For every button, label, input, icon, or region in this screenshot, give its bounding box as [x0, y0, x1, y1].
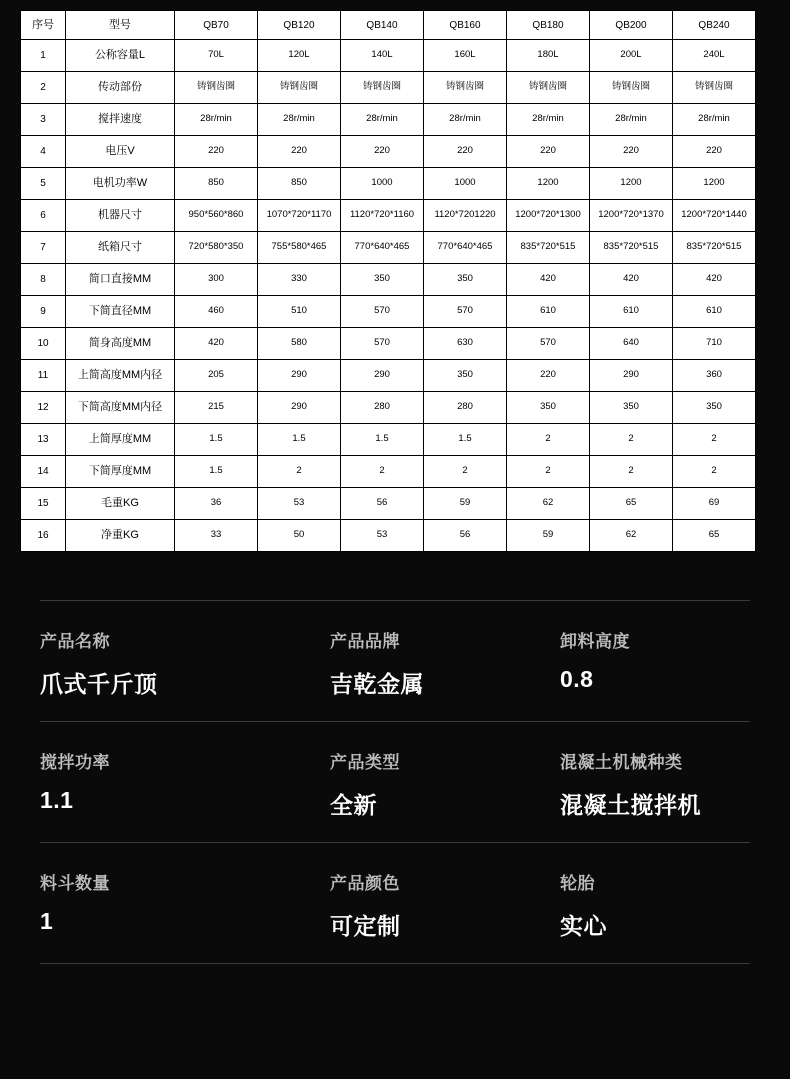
table-cell: 69 — [673, 488, 756, 520]
table-header-cell: QB160 — [424, 11, 507, 40]
table-cell: 420 — [590, 264, 673, 296]
attribute-value: 0.8 — [560, 666, 594, 692]
row-index: 5 — [21, 168, 66, 200]
table-cell: 160L — [424, 40, 507, 72]
attribute-item — [40, 748, 330, 820]
table-cell: 36 — [175, 488, 258, 520]
table-cell: 640 — [590, 328, 673, 360]
table-cell: 2 — [590, 424, 673, 456]
table-cell: 835*720*515 — [673, 232, 756, 264]
table-cell: 铸钢齿圈 — [673, 72, 756, 104]
specification-table — [20, 10, 756, 552]
table-row — [21, 168, 756, 200]
table-row — [21, 296, 756, 328]
attribute-label: 轮胎 — [560, 874, 595, 893]
table-cell: 50 — [258, 520, 341, 552]
attribute-item — [40, 627, 330, 699]
table-row — [21, 40, 756, 72]
table-cell: 950*560*860 — [175, 200, 258, 232]
attribute-value: 可定制 — [330, 913, 401, 939]
table-cell: 350 — [424, 264, 507, 296]
table-row — [21, 104, 756, 136]
table-cell: 570 — [341, 296, 424, 328]
table-header-cell: 型号 — [66, 11, 175, 40]
table-header-cell: QB240 — [673, 11, 756, 40]
table-cell: 1000 — [424, 168, 507, 200]
attribute-label: 产品类型 — [330, 753, 400, 772]
table-cell: 290 — [258, 392, 341, 424]
attribute-value: 吉乾金属 — [330, 671, 424, 697]
table-header-cell: QB200 — [590, 11, 673, 40]
table-cell: 220 — [590, 136, 673, 168]
table-header-cell: QB120 — [258, 11, 341, 40]
row-label: 简口直接MM — [66, 264, 175, 296]
attribute-value: 实心 — [560, 913, 607, 939]
attribute-value: 混凝土搅拌机 — [560, 792, 701, 818]
table-cell: 62 — [507, 488, 590, 520]
table-cell: 铸钢齿圈 — [590, 72, 673, 104]
table-cell: 770*640*465 — [341, 232, 424, 264]
table-cell: 240L — [673, 40, 756, 72]
table-cell: 220 — [424, 136, 507, 168]
table-cell: 215 — [175, 392, 258, 424]
row-label: 纸箱尺寸 — [66, 232, 175, 264]
row-label: 上简高度MM内径 — [66, 360, 175, 392]
row-index: 16 — [21, 520, 66, 552]
attribute-label: 产品名称 — [40, 632, 110, 651]
table-cell: 180L — [507, 40, 590, 72]
table-cell: 835*720*515 — [507, 232, 590, 264]
table-cell: 28r/min — [673, 104, 756, 136]
table-cell: 330 — [258, 264, 341, 296]
table-header-cell: 序号 — [21, 11, 66, 40]
table-cell: 510 — [258, 296, 341, 328]
table-cell: 1120*7201220 — [424, 200, 507, 232]
table-cell: 33 — [175, 520, 258, 552]
table-cell: 420 — [175, 328, 258, 360]
attribute-value: 全新 — [330, 792, 377, 818]
table-cell: 铸钢齿圈 — [258, 72, 341, 104]
table-cell: 2 — [341, 456, 424, 488]
table-cell: 2 — [673, 424, 756, 456]
row-index: 14 — [21, 456, 66, 488]
table-cell: 59 — [507, 520, 590, 552]
table-cell: 62 — [590, 520, 673, 552]
table-cell: 28r/min — [341, 104, 424, 136]
table-cell: 350 — [507, 392, 590, 424]
table-header-row — [21, 11, 756, 40]
table-cell: 290 — [590, 360, 673, 392]
row-index: 3 — [21, 104, 66, 136]
attribute-item — [40, 869, 330, 941]
attribute-item — [560, 869, 750, 941]
attribute-row — [40, 600, 750, 721]
table-cell: 610 — [673, 296, 756, 328]
attribute-label: 卸料高度 — [560, 632, 630, 651]
table-cell: 1.5 — [424, 424, 507, 456]
table-cell: 350 — [673, 392, 756, 424]
table-cell: 59 — [424, 488, 507, 520]
table-row — [21, 488, 756, 520]
attribute-label: 混凝土机械种类 — [560, 753, 683, 772]
attribute-value: 1 — [40, 908, 54, 934]
table-row — [21, 264, 756, 296]
table-cell: 140L — [341, 40, 424, 72]
table-cell: 1200 — [507, 168, 590, 200]
table-cell: 铸钢齿圈 — [175, 72, 258, 104]
table-cell: 280 — [341, 392, 424, 424]
table-cell: 2 — [424, 456, 507, 488]
row-label: 净重KG — [66, 520, 175, 552]
table-cell: 580 — [258, 328, 341, 360]
table-cell: 360 — [673, 360, 756, 392]
table-cell: 350 — [424, 360, 507, 392]
row-index: 9 — [21, 296, 66, 328]
attribute-row — [40, 842, 750, 963]
table-cell: 1070*720*1170 — [258, 200, 341, 232]
attribute-label: 产品品牌 — [330, 632, 400, 651]
row-label: 电机功率W — [66, 168, 175, 200]
row-label: 传动部份 — [66, 72, 175, 104]
table-cell: 56 — [424, 520, 507, 552]
row-index: 6 — [21, 200, 66, 232]
table-row — [21, 200, 756, 232]
attribute-item — [560, 627, 750, 699]
table-row — [21, 520, 756, 552]
table-cell: 570 — [507, 328, 590, 360]
table-cell: 1200 — [673, 168, 756, 200]
product-attributes — [40, 600, 750, 963]
table-row — [21, 136, 756, 168]
row-label: 毛重KG — [66, 488, 175, 520]
row-index: 1 — [21, 40, 66, 72]
table-cell: 28r/min — [424, 104, 507, 136]
row-index: 15 — [21, 488, 66, 520]
table-cell: 220 — [341, 136, 424, 168]
table-row — [21, 424, 756, 456]
table-cell: 铸钢齿圈 — [424, 72, 507, 104]
table-cell: 1.5 — [175, 456, 258, 488]
row-index: 4 — [21, 136, 66, 168]
table-cell: 53 — [341, 520, 424, 552]
table-cell: 220 — [175, 136, 258, 168]
row-label: 下简厚度MM — [66, 456, 175, 488]
table-row — [21, 392, 756, 424]
row-label: 下简直径MM — [66, 296, 175, 328]
row-index: 13 — [21, 424, 66, 456]
attribute-row — [40, 721, 750, 842]
table-cell: 1200 — [590, 168, 673, 200]
table-cell: 1.5 — [341, 424, 424, 456]
row-index: 11 — [21, 360, 66, 392]
table-row — [21, 360, 756, 392]
table-cell: 1.5 — [175, 424, 258, 456]
row-label: 机器尺寸 — [66, 200, 175, 232]
table-cell: 2 — [590, 456, 673, 488]
table-cell: 2 — [673, 456, 756, 488]
table-cell: 850 — [258, 168, 341, 200]
table-cell: 350 — [590, 392, 673, 424]
table-cell: 1.5 — [258, 424, 341, 456]
table-cell: 1200*720*1440 — [673, 200, 756, 232]
table-cell: 220 — [673, 136, 756, 168]
table-header-cell: QB180 — [507, 11, 590, 40]
row-index: 12 — [21, 392, 66, 424]
table-cell: 420 — [507, 264, 590, 296]
table-cell: 65 — [590, 488, 673, 520]
table-cell: 755*580*465 — [258, 232, 341, 264]
table-cell: 220 — [507, 136, 590, 168]
table-cell: 720*580*350 — [175, 232, 258, 264]
table-cell: 460 — [175, 296, 258, 328]
table-cell: 420 — [673, 264, 756, 296]
row-label: 上简厚度MM — [66, 424, 175, 456]
table-row — [21, 72, 756, 104]
table-cell: 1120*720*1160 — [341, 200, 424, 232]
table-row — [21, 232, 756, 264]
attribute-label: 产品颜色 — [330, 874, 400, 893]
table-cell: 120L — [258, 40, 341, 72]
table-cell: 300 — [175, 264, 258, 296]
table-cell: 铸钢齿圈 — [507, 72, 590, 104]
row-index: 8 — [21, 264, 66, 296]
table-cell: 220 — [258, 136, 341, 168]
row-label: 简身高度MM — [66, 328, 175, 360]
table-cell: 28r/min — [590, 104, 673, 136]
table-cell: 56 — [341, 488, 424, 520]
table-cell: 2 — [258, 456, 341, 488]
table-cell: 200L — [590, 40, 673, 72]
table-cell: 610 — [590, 296, 673, 328]
table-cell: 铸钢齿圈 — [341, 72, 424, 104]
table-cell: 835*720*515 — [590, 232, 673, 264]
table-cell: 710 — [673, 328, 756, 360]
row-index: 2 — [21, 72, 66, 104]
table-cell: 220 — [507, 360, 590, 392]
table-cell: 1200*720*1370 — [590, 200, 673, 232]
table-cell: 570 — [341, 328, 424, 360]
attribute-item — [560, 748, 750, 820]
table-cell: 2 — [507, 456, 590, 488]
table-row — [21, 456, 756, 488]
table-cell: 70L — [175, 40, 258, 72]
table-cell: 28r/min — [258, 104, 341, 136]
row-index: 7 — [21, 232, 66, 264]
table-cell: 65 — [673, 520, 756, 552]
row-index: 10 — [21, 328, 66, 360]
table-cell: 205 — [175, 360, 258, 392]
table-cell: 610 — [507, 296, 590, 328]
table-cell: 290 — [258, 360, 341, 392]
table-cell: 630 — [424, 328, 507, 360]
attribute-label: 搅拌功率 — [40, 753, 110, 772]
attribute-value: 1.1 — [40, 787, 74, 813]
row-label: 电压V — [66, 136, 175, 168]
table-cell: 28r/min — [507, 104, 590, 136]
row-label: 下简高度MM内径 — [66, 392, 175, 424]
attribute-item — [330, 869, 560, 941]
row-label: 搅拌速度 — [66, 104, 175, 136]
attribute-value: 爪式千斤顶 — [40, 671, 158, 697]
table-cell: 770*640*465 — [424, 232, 507, 264]
table-row — [21, 328, 756, 360]
table-cell: 290 — [341, 360, 424, 392]
table-cell: 53 — [258, 488, 341, 520]
attribute-label: 料斗数量 — [40, 874, 110, 893]
table-cell: 1000 — [341, 168, 424, 200]
table-cell: 570 — [424, 296, 507, 328]
table-header-cell: QB70 — [175, 11, 258, 40]
table-cell: 1200*720*1300 — [507, 200, 590, 232]
table-header-cell: QB140 — [341, 11, 424, 40]
table-cell: 850 — [175, 168, 258, 200]
table-cell: 350 — [341, 264, 424, 296]
table-cell: 28r/min — [175, 104, 258, 136]
attribute-item — [330, 748, 560, 820]
table-cell: 280 — [424, 392, 507, 424]
section-divider — [40, 963, 750, 964]
row-label: 公称容量L — [66, 40, 175, 72]
table-cell: 2 — [507, 424, 590, 456]
attribute-item — [330, 627, 560, 699]
